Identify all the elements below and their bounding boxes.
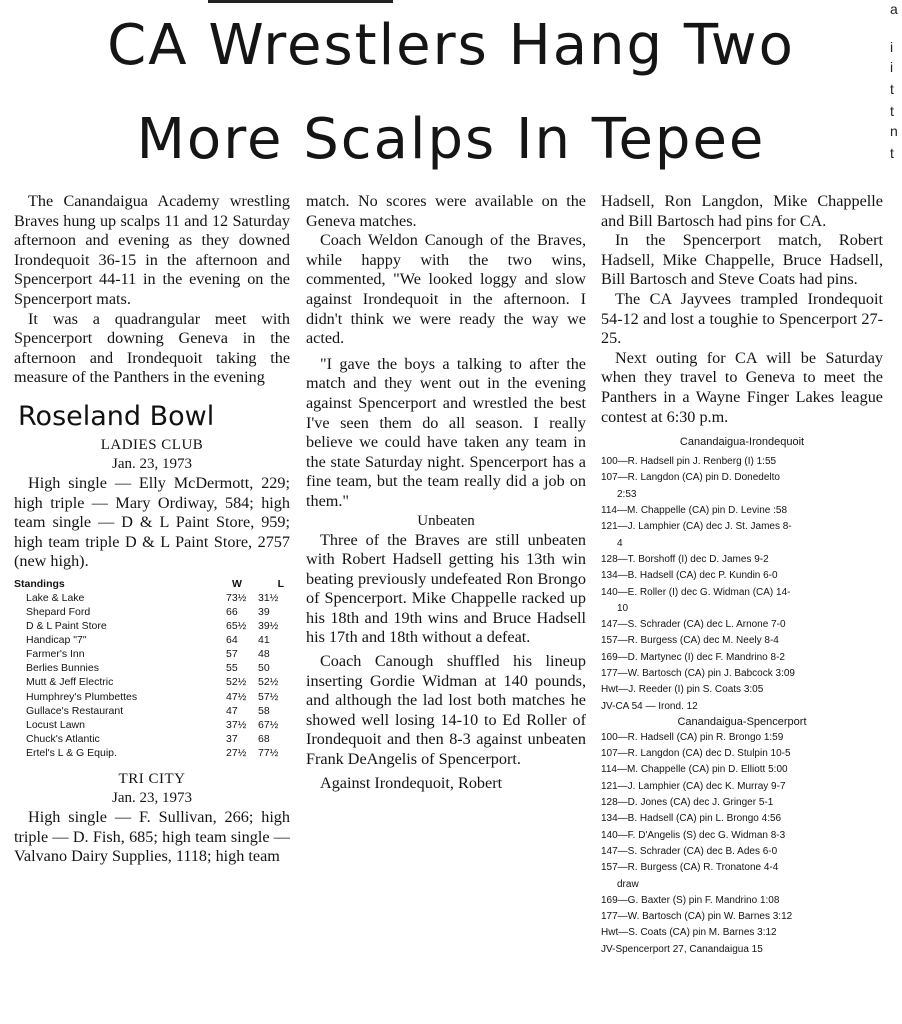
bout-result: 100—R. Hadsell (CA) pin R. Brongo 1:59	[601, 731, 784, 743]
bout-result: 121—J. Lamphier (CA) dec J. St. James 8-	[601, 521, 792, 533]
team-name: D & L Paint Store	[26, 620, 107, 633]
league-date: Jan. 23, 1973	[112, 790, 192, 807]
article-paragraph: It was a quadrangular meet with Spencerport downing Geneva in the afternoon and Irondequoit taking the measure of the Panthers in the evening	[14, 309, 290, 387]
losses-value: 68	[258, 732, 270, 745]
bout-result: 134—B. Hadsell (CA) dec P. Kundin 6-0	[601, 570, 778, 582]
team-name: Farmer's Inn	[26, 648, 85, 661]
subhead: Unbeaten	[417, 512, 475, 529]
bout-result: 128—T. Borshoff (I) dec D. James 9-2	[601, 553, 769, 565]
team-name: Berlies Bunnies	[26, 662, 99, 675]
bout-result: 177—W. Bartosch (CA) pin J. Babcock 3:09	[601, 667, 795, 679]
standings-row	[14, 619, 290, 633]
wins-value: 66	[226, 606, 238, 618]
article-column-3	[601, 192, 883, 958]
standings-row	[14, 732, 290, 746]
bout-result: JV-CA 54 — Irond. 12	[601, 700, 698, 712]
results-list	[601, 454, 883, 715]
wins-value: 27½	[226, 746, 247, 759]
bout-result: 169—G. Baxter (S) pin F. Mandrino 1:08	[601, 894, 780, 906]
bout-result: JV-Spencerport 27, Canandaigua 15	[601, 943, 763, 955]
standings-row	[14, 718, 290, 732]
losses-value: 41	[258, 634, 270, 647]
bout-result: 100—R. Hadsell pin J. Renberg (I) 1:55	[601, 456, 777, 468]
standings-row	[14, 591, 290, 605]
team-name: Humphrey's Plumbettes	[26, 690, 138, 703]
league-date: Jan. 23, 1973	[112, 455, 192, 472]
standings-row	[14, 675, 290, 689]
article-paragraph: In the Spencerport match, Robert Hadsell, Mike Chappelle, Bruce Hadsell, Bill Bartosch and Steve Coats had pins.	[601, 231, 883, 289]
team-name: Shepard Ford	[26, 606, 91, 618]
losses-value: 39	[258, 606, 270, 618]
bout-result: Hwt—J. Reeder (I) pin S. Coats 3:05	[601, 684, 764, 696]
bout-result: 107—R. Langdon (CA) pin D. Donedelto	[601, 472, 780, 484]
wins-value: 47	[226, 704, 238, 717]
results-list	[601, 730, 883, 958]
standings-row	[14, 690, 290, 704]
standings-row	[14, 647, 290, 661]
losses-value: 77½	[258, 746, 279, 759]
bout-result: 169—D. Martynec (I) dec F. Mandrino 8-2	[601, 651, 785, 663]
standings-row	[14, 746, 290, 760]
league-name: LADIES CLUB	[100, 436, 204, 453]
bout-result: 4	[617, 537, 623, 549]
results-title: Canandaigua-Spencerport	[677, 715, 807, 728]
article-paragraph: Coach Canough shuffled his lineup inserting Gordie Widman at 140 pounds, and although the lad lost both matches he showed well losing 14-10 to Ed Roller of Irondequoit and then 8-3 against unbeaten Frank DeAngelis of Spencerport.	[306, 652, 586, 769]
article-column-1	[14, 192, 290, 867]
team-name: Ertel's L & G Equip.	[26, 746, 117, 759]
bout-result: 107—R. Langdon (CA) dec D. Stulpin 10-5	[601, 748, 791, 760]
bout-result: 114—M. Chappelle (CA) pin D. Elliott 5:00	[601, 764, 788, 776]
standings-row	[14, 633, 290, 647]
margin-mark: n	[890, 123, 898, 139]
wins-value: 73½	[226, 591, 247, 604]
article-paragraph: "I gave the boys a talking to after the match and they went out in the evening against Spencerport and wrestled the best I've seen them do all season. I really believe we could have taken any team in the state Saturday night. Spencerport has a fine team, but the team really did a job on them."	[306, 354, 586, 510]
article-paragraph: The CA Jayvees trampled Irondequoit 54-12 and lost a toughie to Spencerport 27-25.	[601, 289, 883, 348]
team-name: Chuck's Atlantic	[26, 732, 100, 745]
bout-result: 134—B. Hadsell (CA) pin L. Brongo 4:56	[601, 813, 782, 825]
losses-value: 58	[258, 704, 270, 717]
margin-mark: t	[890, 145, 894, 161]
margin-mark: i	[890, 59, 894, 75]
bowling-section-title: Roseland Bowl	[18, 400, 215, 432]
league-results: High single — Elly McDermott, 229; high triple — Mary Ordiway, 584; high team single — D & L Paint Store, 959; high team triple D & L Paint Store, 2757 (new high).	[14, 473, 290, 571]
wins-value: 37½	[226, 718, 247, 731]
standings-label: Standings	[14, 577, 65, 590]
wins-value: 37	[226, 732, 238, 745]
article-paragraph: Next outing for CA will be Saturday when they travel to Geneva to meet the Panthers in a Wayne Finger Lakes league contest at 6:30 p.m.	[601, 348, 883, 426]
standings-table	[14, 591, 290, 760]
bout-result: 157—R. Burgess (CA) dec M. Neely 8-4	[601, 635, 779, 647]
bout-result: 177—W. Bartosch (CA) pin W. Barnes 3:12	[601, 911, 793, 923]
headline-line-1: CA Wrestlers Hang Two	[107, 13, 795, 78]
standings-row	[14, 704, 290, 718]
bout-result: 147—S. Schrader (CA) dec B. Ades 6-0	[601, 845, 778, 857]
article-paragraph: Hadsell, Ron Langdon, Mike Chappelle and Bill Bartosch had pins for CA.	[601, 192, 883, 230]
standings-header	[14, 578, 290, 591]
article-paragraph: Against Irondequoit, Robert	[320, 773, 503, 792]
wins-value: 47½	[226, 690, 247, 703]
margin-mark: i	[890, 39, 894, 55]
wins-value: 52½	[226, 676, 247, 689]
article-paragraph: match. No scores were available on the Geneva matches.	[306, 192, 586, 230]
losses-value: 31½	[258, 591, 279, 604]
wins-header: W	[232, 577, 242, 590]
bout-result: 128—D. Jones (CA) dec J. Gringer 5-1	[601, 797, 774, 809]
bout-result: 10	[617, 602, 629, 614]
losses-value: 50	[258, 662, 270, 675]
top-rule	[208, 0, 393, 3]
team-name: Handicap "7"	[26, 634, 87, 647]
margin-mark: a	[890, 1, 898, 17]
bout-result: 157—R. Burgess (CA) R. Tronatone 4-4	[601, 862, 779, 874]
losses-value: 39½	[258, 620, 279, 633]
league-name: TRI CITY	[118, 771, 186, 788]
team-name: Gullace's Restaurant	[26, 704, 124, 717]
bout-result: draw	[617, 878, 639, 890]
bout-result: 140—E. Roller (I) dec G. Widman (CA) 14-	[601, 586, 791, 598]
article-paragraph: Three of the Braves are still unbeaten with Robert Hadsell getting his 13th win beating previously undefeated Ron Brongo of Spencerport. Mike Chappelle racked up his 18th and 19th wins and Bruce Hadsell his 17th and 18th without a defeat.	[306, 530, 586, 647]
team-name: Lake & Lake	[26, 591, 85, 604]
bout-result: 140—F. D'Angelis (S) dec G. Widman 8-3	[601, 829, 786, 841]
losses-value: 52½	[258, 676, 279, 689]
margin-mark: t	[890, 81, 894, 97]
bout-result: 121—J. Lamphier (CA) dec K. Murray 9-7	[601, 780, 786, 792]
wins-value: 57	[226, 648, 238, 661]
wins-value: 64	[226, 634, 238, 647]
losses-header: L	[277, 577, 284, 590]
losses-value: 67½	[258, 718, 279, 731]
bout-result: 2:53	[617, 488, 637, 500]
losses-value: 48	[258, 648, 270, 661]
article-column-2	[306, 192, 586, 793]
article-paragraph: The Canandaigua Academy wrestling Braves hung up scalps 11 and 12 Saturday afternoon and evening as they downed Irondequoit 36-15 in the afternoon and Spencerport 44-11 in the evening on the Spencerport mats.	[14, 192, 290, 308]
results-title: Canandaigua-Irondequoit	[679, 436, 805, 449]
team-name: Mutt & Jeff Electric	[26, 676, 114, 689]
bout-result: Hwt—S. Coats (CA) pin M. Barnes 3:12	[601, 927, 777, 939]
margin-mark: t	[890, 103, 894, 119]
headline-line-2: More Scalps In Tepee	[136, 107, 766, 172]
team-name: Locust Lawn	[26, 718, 85, 731]
bout-result: 114—M. Chappelle (CA) pin D. Levine :58	[601, 505, 788, 517]
standings-row	[14, 661, 290, 675]
standings-row	[14, 605, 290, 619]
wins-value: 65½	[226, 620, 247, 633]
wins-value: 55	[226, 662, 238, 675]
article-paragraph: Coach Weldon Canough of the Braves, while happy with the two wins, commented, "We looked loggy and slow against Irondequoit in the afternoon. I didn't think we were ready the way we acted.	[306, 231, 586, 348]
losses-value: 57½	[258, 690, 279, 703]
league-results: High single — F. Sullivan, 266; high triple — D. Fish, 685; high team single — Valvano Dairy Supplies, 1118; high team	[14, 808, 290, 866]
bout-result: 147—S. Schrader (CA) dec L. Arnone 7-0	[601, 619, 786, 631]
